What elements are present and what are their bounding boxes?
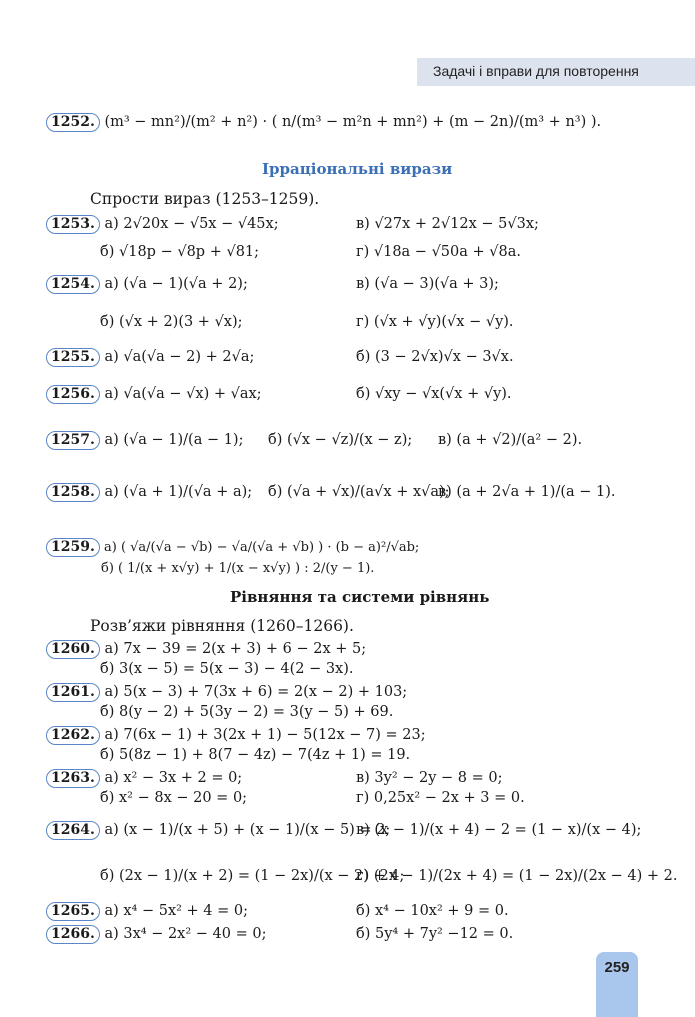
problem-1254 xyxy=(46,275,248,294)
problem-number: 1254. xyxy=(46,275,100,294)
problem-1253 xyxy=(46,215,279,234)
problem-1263 xyxy=(46,769,242,788)
problem-1261 xyxy=(46,683,407,702)
problem-number: 1262. xyxy=(46,726,100,745)
problem-1259 xyxy=(46,538,419,557)
intro-solve: Розв’яжи рівняння (1260–1266). xyxy=(90,617,354,635)
problem-item: а) 7(6x − 1) + 3(2x + 1) − 5(12x − 7) = 23; xyxy=(104,727,426,743)
problem-1255 xyxy=(46,348,254,367)
problem-item: г) √18a − √50a + √8a. xyxy=(356,244,521,260)
problem-item: в) (√a − 3)(√a + 3); xyxy=(356,276,499,292)
problem-item: б) √xy − √x(√x + √y). xyxy=(356,386,512,402)
section-title-equations: Рівняння та системи рівнянь xyxy=(230,588,490,606)
problem-item: а) 3x⁴ − 2x² − 40 = 0; xyxy=(104,926,267,942)
problem-item: а) x⁴ − 5x² + 4 = 0; xyxy=(104,903,249,919)
problem-item: г) 0,25x² − 2x + 3 = 0. xyxy=(356,790,525,806)
problem-item: б) x⁴ − 10x² + 9 = 0. xyxy=(356,903,509,919)
problem-number: 1263. xyxy=(46,769,100,788)
problem-item: а) (√a + 1)/(√a + a); xyxy=(104,484,253,500)
problem-item: б) 8(y − 2) + 5(3y − 2) = 3(y − 5) + 69. xyxy=(100,704,394,720)
problem-item: в) (a + 2√a + 1)/(a − 1). xyxy=(438,484,616,500)
problem-number: 1255. xyxy=(46,348,100,367)
problem-item: б) (2x − 1)/(x + 2) = (1 − 2x)/(x − 2) + 4; xyxy=(100,868,405,884)
problem-item: а) √a(√a − √x) + √ax; xyxy=(104,386,262,402)
problem-1266 xyxy=(46,925,266,944)
problem-number: 1265. xyxy=(46,902,100,921)
problem-item: г) (√x + √y)(√x − √y). xyxy=(356,314,514,330)
page-number: 259 xyxy=(604,959,630,976)
problem-item: а) 5(x − 3) + 7(3x + 6) = 2(x − 2) + 103; xyxy=(104,684,408,700)
problem-1258 xyxy=(46,483,252,502)
problem-number: 1266. xyxy=(46,925,100,944)
problem-item: б) (√a + √x)/(a√x + x√a); xyxy=(268,484,450,500)
problem-item: а) (√a − 1)/(a − 1); xyxy=(104,432,244,448)
problem-item: в) (x − 1)/(x + 4) − 2 = (1 − x)/(x − 4); xyxy=(356,822,642,838)
problem-item: а) (x − 1)/(x + 5) + (x − 1)/(x − 5) = 2; xyxy=(104,822,391,838)
problem-item: а) √a(√a − 2) + 2√a; xyxy=(104,349,255,365)
problem-item: в) 3y² − 2y − 8 = 0; xyxy=(356,770,503,786)
problem-number: 1257. xyxy=(46,431,100,450)
problem-item: б) 5y⁴ + 7y² −12 = 0. xyxy=(356,926,514,942)
problem-item: б) √18p − √8p + √81; xyxy=(100,244,260,260)
problem-1260 xyxy=(46,640,366,659)
problem-number: 1259. xyxy=(46,538,100,557)
problem-item: в) √27x + 2√12x − 5√3x; xyxy=(356,216,539,232)
problem-1257 xyxy=(46,431,243,450)
problem-item: (m³ − mn²)/(m² + n²) · ( n/(m³ − m²n + mn²) + (m − 2n)/(m³ + n³) ). xyxy=(104,114,602,130)
problem-number: 1253. xyxy=(46,215,100,234)
problem-item: б) ( 1/(x + x√y) + 1/(x − x√y) ) : 2/(y − 1). xyxy=(101,561,375,576)
problem-item: г) (2x − 1)/(2x + 4) = (1 − 2x)/(2x − 4) + 2. xyxy=(356,868,678,884)
problem-number: 1264. xyxy=(46,821,100,840)
problem-item: б) (3 − 2√x)√x − 3√x. xyxy=(356,349,514,365)
problem-item: в) (a + √2)/(a² − 2). xyxy=(438,432,583,448)
problem-number: 1258. xyxy=(46,483,100,502)
problem-1256 xyxy=(46,385,262,404)
problem-item: б) x² − 8x − 20 = 0; xyxy=(100,790,248,806)
problem-item: а) ( √a/(√a − √b) − √a/(√a + √b) ) · (b − a)²/√ab; xyxy=(103,540,420,555)
page-header-title: Задачі і вправи для повторення xyxy=(433,63,639,79)
problem-item: а) 7x − 39 = 2(x + 3) + 6 − 2x + 5; xyxy=(104,641,367,657)
problem-1265 xyxy=(46,902,248,921)
problem-number: 1261. xyxy=(46,683,100,702)
problem-item: б) (√x − √z)/(x − z); xyxy=(268,432,413,448)
problem-1262 xyxy=(46,726,426,745)
problem-number: 1260. xyxy=(46,640,100,659)
problem-number: 1252. xyxy=(46,113,100,132)
section-title-irrational: Ірраціональні вирази xyxy=(262,160,453,178)
problem-item: б) 3(x − 5) = 5(x − 3) − 4(2 − 3x). xyxy=(100,661,354,677)
problem-item: б) 5(8z − 1) + 8(7 − 4z) − 7(4z + 1) = 19. xyxy=(100,747,411,763)
problem-item: а) 2√20x − √5x − √45x; xyxy=(104,216,279,232)
problem-item: а) (√a − 1)(√a + 2); xyxy=(104,276,248,292)
intro-simplify: Спрости вираз (1253–1259). xyxy=(90,190,320,208)
problem-item: б) (√x + 2)(3 + √x); xyxy=(100,314,243,330)
problem-number: 1256. xyxy=(46,385,100,404)
problem-1264 xyxy=(46,821,390,840)
problem-item: а) x² − 3x + 2 = 0; xyxy=(104,770,243,786)
problem-1252 xyxy=(46,113,601,132)
